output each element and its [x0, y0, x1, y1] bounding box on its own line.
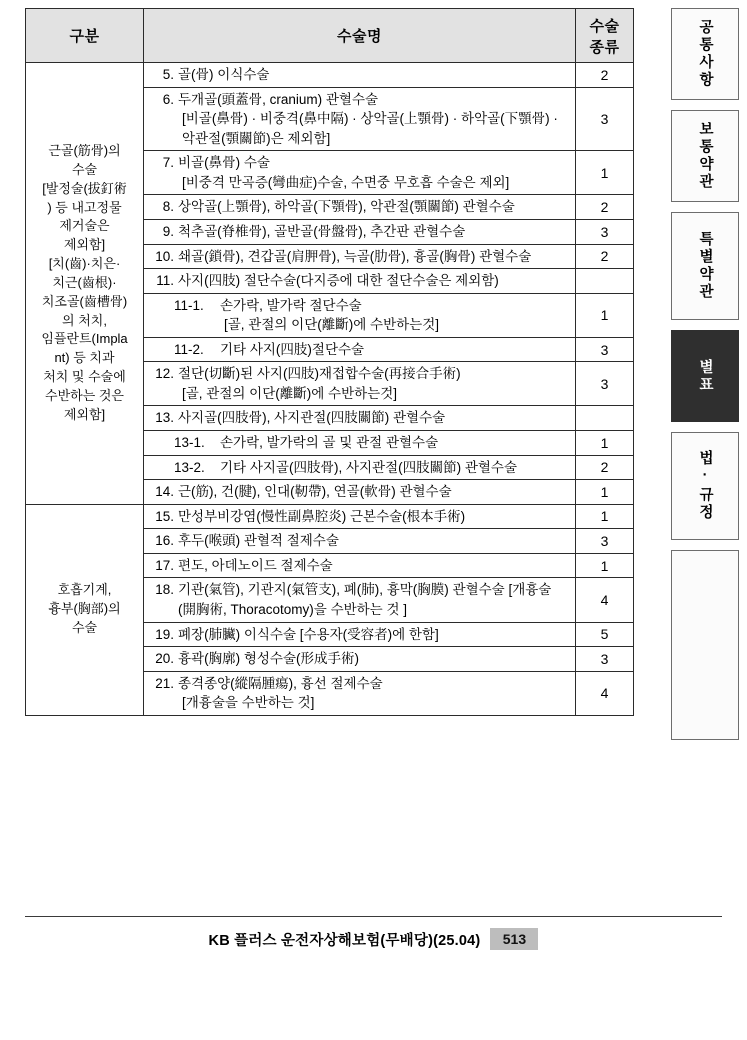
surgery-number: 11. [156, 273, 174, 289]
surgery-line [148, 153, 571, 173]
header-kind-line2: 종류 [589, 38, 620, 56]
surgery-text: 기타 사지(四肢)절단수술 [220, 341, 365, 357]
surgery-kind-cell: 3 [576, 647, 634, 672]
surgery-text: 골(骨) 이식수술 [178, 67, 270, 82]
surgery-line [148, 296, 571, 316]
surgery-name-cell [144, 622, 576, 647]
division-line: 제거술은 [59, 218, 110, 234]
division-line: [발정술(拔釘術 [42, 180, 127, 196]
surgery-text: 척추골(脊椎骨), 골반골(骨盤骨), 추간판 관혈수술 [178, 223, 466, 239]
surgery-table [25, 8, 634, 716]
surgery-line [148, 90, 571, 110]
surgery-line [148, 197, 571, 217]
division-line: 제외함] [63, 237, 106, 253]
surgery-name-cell [144, 337, 576, 362]
surgery-text: 기관(氣管), 기관지(氣管支), 폐(肺), 흉막(胸膜) 관혈수술 [개흉술(開胸術, Thoracotomy)을 수반하는 것 ] [178, 582, 552, 617]
surgery-number: 7. [162, 155, 174, 171]
surgery-number: 13-2. [174, 459, 205, 475]
header-kind-line1: 수술 [589, 17, 620, 35]
division-cell [26, 63, 144, 505]
tab-law[interactable] [671, 432, 739, 540]
surgery-line [148, 247, 571, 267]
surgery-name-cell [144, 504, 576, 529]
surgery-kind-cell [576, 269, 634, 294]
surgery-number: 18. [155, 582, 174, 598]
division-line: [치(齒)·치은· [48, 256, 121, 272]
header-kind [576, 9, 634, 63]
surgery-table-container [25, 8, 633, 716]
surgery-name-cell [144, 553, 576, 578]
surgery-kind-cell: 2 [576, 63, 634, 88]
surgery-note-line: [골, 관절의 이단(離斷)에 수반하는것] [224, 317, 439, 333]
surgery-line [148, 271, 571, 291]
surgery-name-cell [144, 293, 576, 337]
division-line: 치조골(齒槽骨) [41, 293, 128, 309]
surgery-text: 사지골(四肢骨), 사지관절(四肢關節) 관혈수술 [178, 410, 446, 426]
surgery-line [148, 556, 571, 576]
surgery-kind-cell: 2 [576, 455, 634, 480]
surgery-text: 편도, 아데노이드 절제수술 [178, 557, 333, 573]
footer-divider [25, 916, 722, 917]
surgery-number: 16. [155, 533, 174, 549]
surgery-text: 두개골(頭蓋骨, cranium) 관혈수술 [178, 91, 379, 107]
surgery-kind-cell [576, 406, 634, 431]
surgery-number: 11-1. [174, 297, 204, 313]
surgery-text: 만성부비강염(慢性副鼻腔炎) 근본수술(根本手術) [178, 508, 466, 524]
division-line: nt) 등 치과 [54, 350, 115, 366]
surgery-text: 후두(喉頭) 관혈적 절제수술 [178, 533, 339, 549]
division-cell [26, 504, 144, 715]
division-line: 의 처치, [62, 312, 107, 328]
tab-appendix[interactable] [671, 330, 739, 422]
surgery-name-cell [144, 647, 576, 672]
tab-label: 공통사항 [697, 19, 714, 89]
surgery-name-cell [144, 406, 576, 431]
tab-ordinary-terms[interactable] [671, 110, 739, 202]
surgery-number: 12. [155, 366, 174, 382]
division-line: 임플란트(Impla [41, 331, 128, 347]
surgery-kind-cell: 4 [576, 578, 634, 622]
surgery-note-line: [비중격 만곡증(彎曲症)수술, 수면중 무호흡 수술은 제외] [182, 174, 510, 190]
tab-special-terms[interactable] [671, 212, 739, 320]
surgery-name-cell [144, 455, 576, 480]
surgery-kind-cell: 4 [576, 671, 634, 715]
division-line: 근골(筋骨)의 [48, 143, 121, 159]
surgery-kind-cell: 5 [576, 622, 634, 647]
surgery-line [148, 531, 571, 551]
table-row [26, 504, 634, 529]
side-tab-strip [671, 8, 739, 750]
surgery-number: 15. [155, 508, 174, 524]
surgery-text: 손가락, 발가락 절단수술 [220, 297, 362, 313]
surgery-name-cell [144, 195, 576, 220]
surgery-kind-cell: 1 [576, 293, 634, 337]
surgery-line [148, 433, 571, 453]
surgery-name-cell [144, 362, 576, 406]
surgery-number: 13-1. [174, 435, 205, 450]
surgery-line [148, 507, 571, 527]
surgery-line [148, 482, 571, 502]
tab-label: 특별약관 [697, 231, 714, 301]
surgery-text: 폐장(肺臟) 이식수술 [수용자(受容者)에 한함] [178, 626, 439, 642]
surgery-kind-cell: 3 [576, 362, 634, 406]
header-division: 구분 [26, 9, 144, 63]
surgery-number: 10. [155, 248, 174, 264]
surgery-kind-cell: 1 [576, 480, 634, 505]
surgery-name-cell [144, 219, 576, 244]
surgery-number: 17. [155, 557, 174, 573]
division-line: ) 등 내고정물 [47, 199, 122, 215]
tab-label: 별표 [697, 358, 714, 394]
header-surgery-name: 수술명 [144, 9, 576, 63]
surgery-line [148, 65, 571, 85]
surgery-number: 5. [162, 67, 174, 82]
division-line: 흉부(胸部)의 [48, 601, 121, 617]
surgery-text: 사지(四肢) 절단수술(다지증에 대한 절단수술은 제외함) [178, 273, 499, 289]
surgery-number: 21. [155, 675, 174, 691]
surgery-kind-cell: 3 [576, 529, 634, 554]
surgery-text: 흉곽(胸廓) 형성수술(形成手術) [178, 651, 359, 667]
division-line: 수반하는 것은 [45, 387, 124, 403]
surgery-name-cell [144, 244, 576, 269]
surgery-name-cell [144, 529, 576, 554]
surgery-line [148, 222, 571, 242]
division-line: 호흡기계, [57, 582, 112, 598]
surgery-number: 19. [155, 626, 174, 642]
surgery-text: 절단(切斷)된 사지(四肢)재접합수술(再接合手術) [178, 366, 461, 382]
footer-title: KB 플러스 운전자상해보험(무배당)(25.04) [208, 932, 481, 949]
surgery-note-line: [비골(鼻骨) · 비중격(鼻中隔) · 상악골(上顎骨) · 하악골(下顎骨) · 악관절(顎關節)은 제외함] [182, 111, 558, 146]
tab-label: 법·규정 [697, 450, 714, 522]
surgery-number: 6. [162, 91, 174, 107]
surgery-text: 쇄골(鎖骨), 견갑골(肩胛骨), 늑골(肋骨), 흉골(胸骨) 관혈수술 [178, 248, 532, 264]
surgery-name-cell [144, 87, 576, 151]
surgery-text: 손가락, 발가락의 골 및 관절 관혈수술 [220, 435, 439, 450]
tab-blank[interactable] [671, 550, 739, 740]
tab-common[interactable] [671, 8, 739, 100]
surgery-number: 14. [155, 484, 174, 500]
division-line: 수술 [71, 161, 98, 177]
surgery-note-line: [골, 관절의 이단(離斷)에 수반하는것] [182, 385, 397, 401]
surgery-kind-cell: 2 [576, 244, 634, 269]
surgery-kind-cell: 3 [576, 87, 634, 151]
division-line: 치근(齒根)· [52, 274, 117, 290]
surgery-number: 11-2. [174, 341, 204, 357]
surgery-kind-cell: 3 [576, 219, 634, 244]
division-line: 처치 및 수술에 [43, 369, 126, 385]
surgery-text: 근(筋), 건(腱), 인대(靭帶), 연골(軟骨) 관혈수술 [178, 484, 452, 500]
division-line: 수술 [71, 620, 98, 636]
surgery-name-cell [144, 151, 576, 195]
surgery-kind-cell: 2 [576, 195, 634, 220]
surgery-line [148, 458, 571, 478]
surgery-note-line: [개흉술을 수반하는 것] [182, 695, 315, 711]
table-header [26, 9, 634, 63]
surgery-text: 종격종양(縱隔腫瘍), 흉선 절제수술 [178, 675, 383, 691]
surgery-number: 20. [155, 651, 174, 667]
table-body [26, 63, 634, 716]
surgery-name-cell [144, 671, 576, 715]
page-number: 513 [490, 928, 538, 950]
surgery-name-cell [144, 431, 576, 456]
surgery-kind-cell: 3 [576, 337, 634, 362]
surgery-line [148, 364, 571, 384]
surgery-name-cell [144, 578, 576, 622]
surgery-number: 9. [162, 223, 174, 239]
surgery-line [148, 408, 571, 428]
surgery-name-cell [144, 63, 576, 88]
page-footer [0, 928, 747, 950]
surgery-kind-cell: 1 [576, 553, 634, 578]
surgery-line [148, 649, 571, 669]
surgery-kind-cell: 1 [576, 151, 634, 195]
surgery-kind-cell: 1 [576, 504, 634, 529]
surgery-line [148, 340, 571, 360]
surgery-line [148, 580, 571, 619]
surgery-line [148, 625, 571, 645]
surgery-number: 13. [155, 410, 174, 426]
surgery-text: 상악골(上顎骨), 하악골(下顎骨), 악관절(顎關節) 관혈수술 [178, 199, 515, 215]
division-line: 제외함] [63, 406, 106, 422]
surgery-text: 기타 사지골(四肢骨), 사지관절(四肢關節) 관혈수술 [220, 459, 518, 475]
surgery-text: 비골(鼻骨) 수술 [178, 155, 270, 171]
tab-label: 보통약관 [697, 121, 714, 191]
surgery-name-cell [144, 480, 576, 505]
surgery-line [148, 674, 571, 694]
surgery-kind-cell: 1 [576, 431, 634, 456]
table-row [26, 63, 634, 88]
surgery-name-cell [144, 269, 576, 294]
surgery-number: 8. [162, 199, 174, 215]
